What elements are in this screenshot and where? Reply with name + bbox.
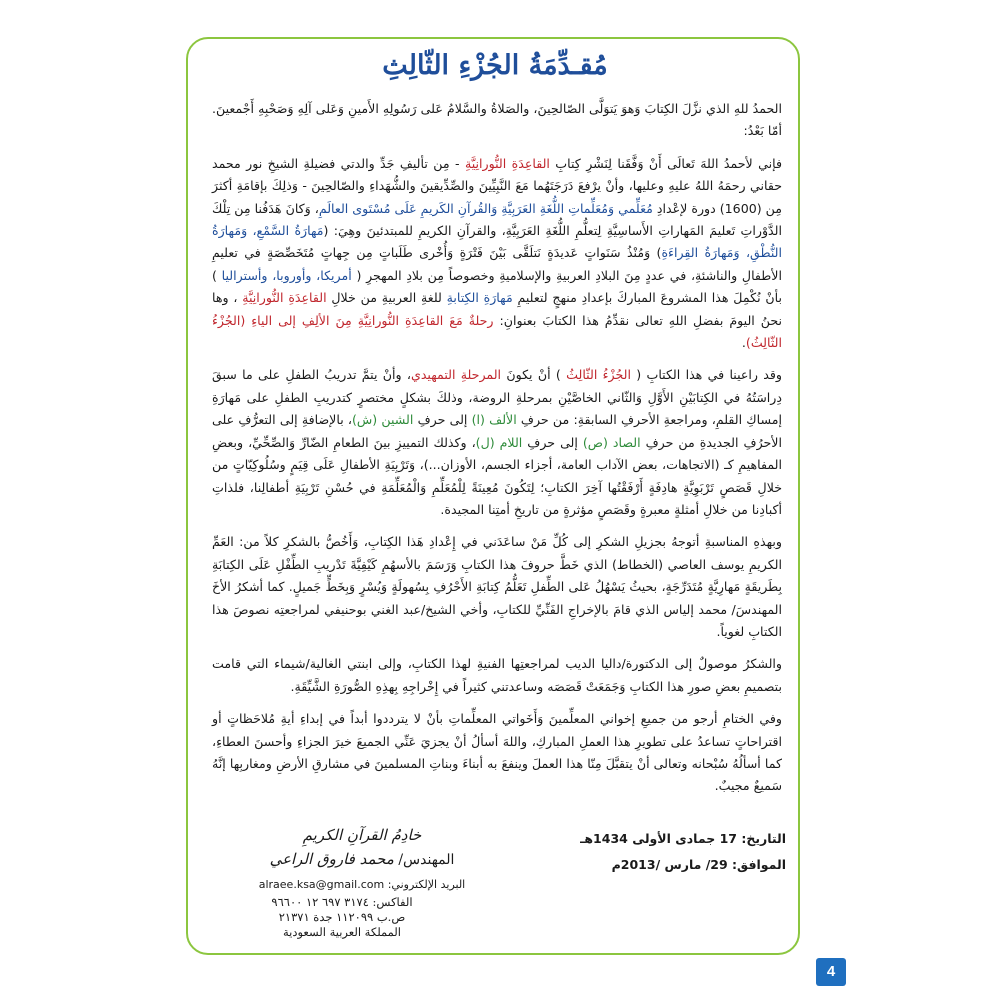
corr-value: 29/ مارس /2013م <box>611 857 728 872</box>
text-segment: ، وأنْ يتمَّ تدريبُ الطفلِ على ما سبقَ دِراسَتُهُ في الكِتابَيْنِ الأَوَّلِ وَالثّاني الخاصَّيْنِ بمرحلةِ الروضة، وذلكَ بشكلٍ مختصرٍ كتدريبِ الطفلِ على مَهارَةِ إمساكِ القلمِ، ومراجعةِ الأحرفِ السابقةِ: من حرفِ <box>212 367 782 428</box>
highlight-countries: أمريكا، وأوروبا، وأستراليا <box>221 267 352 283</box>
highlight-stage: المرحلةِ التمهيدي <box>410 367 502 383</box>
text-segment: وقد راعينا في هذا الكتابِ ( <box>630 367 782 383</box>
highlight-letter-lam: اللام (ل) <box>475 434 523 450</box>
corr-label: الموافق: <box>727 857 786 872</box>
paragraph-2 <box>212 364 782 521</box>
signature-prefix: المهندس/ <box>393 852 455 868</box>
highlight-letter-sad: الصاد (ص) <box>582 434 641 450</box>
signature-name-line <box>212 850 512 868</box>
paragraph-4: والشكرُ موصولٌ إلى الدكتورة/داليا الديب لمراجعتِها الفنيةِ لهذا الكتابِ، وإلى ابنتي الغالية/شيماء التي قامت بتصميمِ بعضِ صورِ هذا الكتابِ وَجَمَعَتْ قَصَصَه وساعدتني كثيراً في إِخْراجِهِ بِهذِهِ الصُّورَةِ الشَّيِّقَةِ. <box>212 656 782 694</box>
highlight-book-name-2: القاعِدَةِ النُّورانِيَّةِ <box>242 290 327 306</box>
hijri-date <box>530 826 786 852</box>
opening-paragraph: الحمدُ للهِ الذي نزَّلَ الكِتابَ وَهوَ يَتوَلَّى الصّالحِينَ، والصَلاةُ والسَّلامُ عَلى رَسُولِهِ الأَمينِ وَعَلى آلِهِ وَصَحْبِهِ أَجْمعينَ. أمّا بَعْدُ: <box>212 101 782 139</box>
signature-title: خادِمُ القرآنِ الكريمِ <box>302 826 422 844</box>
text-segment: - مِن تأليفِ جَدِّ والدتي فضيلةِ الشيخِ نور محمد حقاني رحمَهُ اللهُ عليهِ وعليها، وأنْ يرْفعَ دَرَجَتَهُما مَعَ النَّبِيِّينَ والصِّدِّيقينَ والشُّهَداءِ والصّالحِينَ - وَذلِكَ بإقامَةِ أكثرَ مِن (1600) دورة لإعْدادِ <box>212 155 782 216</box>
contact-block <box>212 895 472 940</box>
highlight-letter-shin: الشين (ش) <box>351 412 414 428</box>
text-segment: . <box>741 335 746 351</box>
date-label: التاريخ: <box>736 831 786 846</box>
paragraph-1 <box>212 153 782 355</box>
dates-block <box>530 826 786 878</box>
main-content <box>212 98 782 808</box>
email-line <box>212 878 512 891</box>
highlight-teachers: مُعَلِّمي وَمُعَلِّماتِ اللُّغَةِ العَرَبِيَّةِ وَالقُرآنِ الكَريمِ عَلَى مُسْتَوى العالَمِ <box>318 200 653 216</box>
text-segment: للغةِ العربيةِ من خلالِ <box>326 290 447 306</box>
paragraph-5: وفي الختامِ أرجو من جميعِ إخواني المعلِّمينَ وَأَخَواتي المعلِّماتِ بأنْ لا يترددوا أبداً في إبداءِ أيةِ مُلاحَظاتٍ أو اقتراحاتٍ تساعدُ على تطويرِ هذا العملِ المباركِ، واللهَ أسألُ أنْ يجزيَ عَنِّي الجميعَ خيرَ الجزاءِ وأحسنَ العطاءِ، كما أسألُهُ سُبْحانه وتعالى أنْ يتقبَّلَ مِنّا هذا العملَ وينفعَ به أبناءَ وبناتِ المسلمينَ في مشارقِ الأرضِ ومغاربِها إنَّهُ سَميعٌ مجيبٌ. <box>212 711 782 794</box>
paragraph-3: وبهذهِ المناسبةِ أتوجهُ بجزيلِ الشكرِ إلى كُلِّ مَنْ ساعَدَني في إِعْدادِ هَذا الكِتابِ، وَأَخُصُّ بالشكرِ كلاً من: العَمِّ الكريمِ يوسف العاصي (الخطاط) الذي خَطَّ حروفَ هذا الكتابِ وَرَسَمَ بالأسهُمِ كَيْفِيَّةَ تَدْريبِ الطِّفْلِ عَلَى الكِتابَةِ بِطَريقَةٍ مَهارِيَّةٍ مُتَدَرِّجَةٍ، بحيثُ يَسْهُلُ عَلى الطِّفلِ تَعَلُّمُ كِتابَةِ الأَحْرُفِ بِسُهولَةٍ وَيُسْرٍ وَبِخَطٍّ جَميلٍ. كما أشكرُ الأخَ المهندسَ/ محمد إلياس الذي قامَ بالإخراجِ الفَنِّيِّ للكتابِ، وأخي الشيخ/عبد الغني بوحنيفي لمراجعتِه نصوصَ هذا الكتابِ لغوياً. <box>212 534 782 639</box>
text-segment: ، وكذلك التمييزِ بينَ الطعامِ الضّارِّ وَالصِّحِّيِّ، وبعضِ المفاهيمِ كـ (الاتجاهات، بعض الآداب العامة، أجزاء الجسم، الأوزان...)، وَتَرْبِيَةِ الأطفالِ عَلَى قِيَمٍ وسُلُوكِيّاتٍ من خلالِ قَصَصٍ تَرْبَوِيَّةٍ هادِفَةٍ أَرْفَقْتُها آخِرَ الكتابِ؛ لِتَكُونَ مُعِينَةً لِلْمُعَلِّمِ وَالْمُعَلِّمَةِ في حُسْنِ تَرْبِيَةِ أطفالِنا، فلذاتِ أكبادِنا من خلالِ أمثلةٍ معبرةٍ وقَصَصٍ مؤثرةٍ من تاريخِ أمتِنا المجيدة. <box>212 434 782 517</box>
page-number: 4 <box>816 958 846 986</box>
page-title: مُقـدِّمَةُ الجُزْءِ الثّالِثِ <box>382 50 608 81</box>
highlight-writing-skill: مَهارَةِ الكِتابةِ <box>446 290 513 306</box>
email-address[interactable]: alraee.ksa@gmail.com <box>258 878 385 891</box>
text-segment: ، وَكانَ هَدَفُنا مِن تِلْكَ الدَّوْراتِ تَعليمَ المَهاراتِ الأَساسِيَّةِ لِتعلُّمِ اللُّغَةِ العَرَبِيَّةِ، والقرآنِ الكريمِ للمبتدئينَ وهِيَ: ( <box>212 200 783 239</box>
email-label: البريد الإلكتروني: <box>387 878 466 891</box>
highlight-book-name: القاعِدَةِ النُّورانِيَّةِ <box>464 155 550 171</box>
signature-block <box>212 826 512 868</box>
gregorian-date <box>530 852 786 878</box>
highlight-skills: مَهارَةُ السَّمْعِ، وَمَهارَةُ النُّطْقِ، وَمَهارَةُ القِراءَةِ <box>212 223 782 261</box>
date-value: 17 جمادى الأولى 1434هـ <box>580 831 737 846</box>
text-segment: إلى حرفِ <box>413 412 472 428</box>
text-segment: ، وها نحنُ اليومَ بفضلِ اللهِ تعالى نقدِّمُ هذا الكتابَ بعنوانِ: <box>212 290 782 328</box>
highlight-book-title: رحلةٌ مَعَ القاعِدَةِ النُّورانِيَّةِ مِنَ الألِفِ إلى الياءِ (الجُزْءُ الثّالِثُ) <box>212 312 782 351</box>
country-line: المملكة العربية السعودية <box>283 925 401 939</box>
fax-line: الفاكس: ٣١٧٤ ٦٩٧ ١٢ ٩٦٦٠٠ <box>271 895 413 909</box>
highlight-letter-alif: الألف (ا) <box>471 412 517 428</box>
highlight-part-three: الجُزْءُ الثّالِثُ <box>566 367 631 383</box>
text-segment: ) بأنْ نُكْمِلَ هذا المشروعَ المباركَ بإعدادِ منهجٍ لتعليمِ <box>212 267 782 306</box>
text-segment: إلى حرفِ <box>522 434 583 450</box>
text-segment: ، بالإضافةِ إلى التعرُّفِ على الأحرُفِ الجديدةِ من حرفِ <box>212 412 782 450</box>
text-segment: ) وَمُنْذُ سَنَواتٍ عَديدَةٍ نَتلَقَّى بَيْنَ فَتْرَةٍ وَأُخْرى طَلَباتٍ مِن جِهاتٍ مُتَخَصِّصَةٍ في تعليمِ الأطفالِ والناشئةِ، في عددٍ مِنَ البلادِ العربيةِ والإسلاميةِ وخصوصاً مِن بلادِ المهجرِ ( <box>212 245 782 283</box>
signature-name: محمد فاروق الراعي <box>269 850 394 868</box>
pobox-line: ص.ب ١١٢٠٩٩ جدة ٢١٣٧١ <box>278 910 406 924</box>
text-segment: ) أنْ يكونَ <box>501 367 567 383</box>
text-segment: فإني لأحمدُ اللهَ تَعالَى أَنْ وَفَّقَنا لِنَشْرِ كِتابِ <box>549 155 782 171</box>
